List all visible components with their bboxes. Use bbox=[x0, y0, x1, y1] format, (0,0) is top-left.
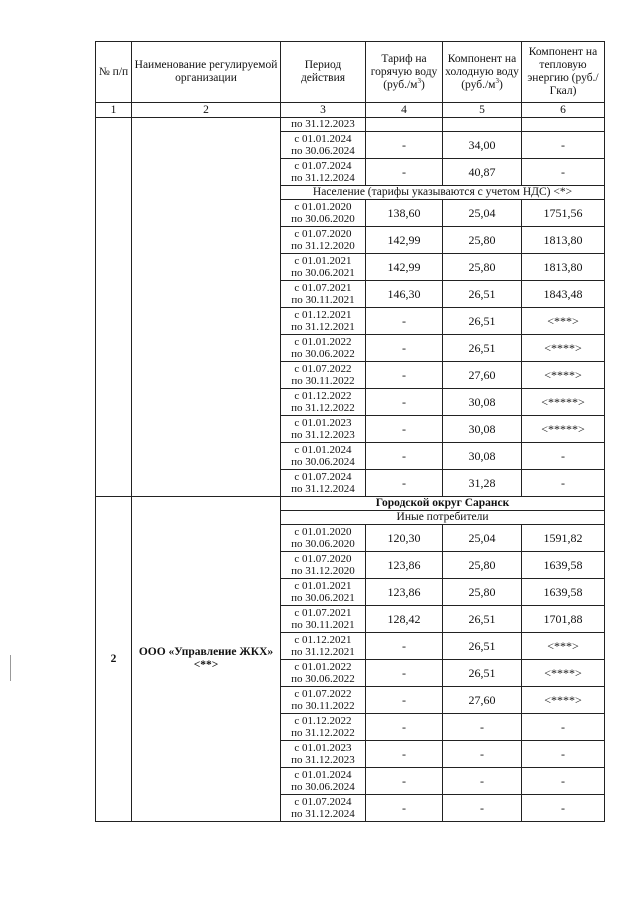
period-end: по 30.11.2022 bbox=[291, 375, 355, 387]
heat-cell bbox=[522, 118, 605, 132]
period-cell bbox=[281, 606, 366, 633]
hot-water-cell: 138,60 bbox=[366, 200, 443, 227]
period-end: по 31.12.2023 bbox=[291, 429, 355, 441]
period-start: с 01.07.2021 bbox=[294, 606, 352, 619]
cold-water-cell: 25,04 bbox=[443, 525, 522, 552]
hot-water-cell: - bbox=[366, 335, 443, 362]
header-number: № п/п bbox=[96, 42, 132, 103]
period-end: по 30.06.2021 bbox=[291, 267, 355, 279]
period-end: по 30.06.2024 bbox=[291, 781, 355, 793]
period-cell bbox=[281, 389, 366, 416]
cold-water-cell: 25,04 bbox=[443, 200, 522, 227]
period-end: по 30.06.2020 bbox=[291, 538, 355, 550]
hot-water-cell: - bbox=[366, 714, 443, 741]
hot-water-cell: - bbox=[366, 416, 443, 443]
column-number: 1 bbox=[96, 103, 132, 118]
heat-cell: 1701,88 bbox=[522, 606, 605, 633]
period-cell bbox=[281, 741, 366, 768]
heat-cell: 1843,48 bbox=[522, 281, 605, 308]
cold-water-cell: - bbox=[443, 714, 522, 741]
header-hot-water-tariff bbox=[366, 42, 443, 103]
hot-water-cell: - bbox=[366, 795, 443, 822]
column-number-row bbox=[96, 103, 605, 118]
cold-water-cell: 25,80 bbox=[443, 227, 522, 254]
cold-water-cell: 26,51 bbox=[443, 335, 522, 362]
cold-water-cell: 26,51 bbox=[443, 633, 522, 660]
header-heat-label: Компонент на тепловую энергию bbox=[527, 46, 598, 84]
period-start: с 01.07.2020 bbox=[294, 552, 352, 565]
period-cell bbox=[281, 714, 366, 741]
hot-water-cell: - bbox=[366, 132, 443, 159]
cold-water-cell: 27,60 bbox=[443, 687, 522, 714]
period-end: по 31.12.2022 bbox=[291, 727, 355, 739]
period-start: с 01.12.2021 bbox=[294, 633, 352, 646]
header-cold-water-unit: $(руб./м^3)$ bbox=[461, 76, 503, 91]
period-end: по 30.06.2021 bbox=[291, 592, 355, 604]
heat-cell: 1751,56 bbox=[522, 200, 605, 227]
heat-cell: - bbox=[522, 159, 605, 186]
period-end: по 31.12.2024 bbox=[291, 483, 355, 495]
period-cell bbox=[281, 579, 366, 606]
cold-water-cell: 26,51 bbox=[443, 606, 522, 633]
consumer-group-heading: Население (тарифы указываются с учетом НДС) <*> bbox=[281, 186, 605, 200]
period-cell bbox=[281, 335, 366, 362]
period-cell bbox=[281, 525, 366, 552]
period-cell bbox=[281, 281, 366, 308]
heat-cell: - bbox=[522, 768, 605, 795]
heat-cell: <****> bbox=[522, 660, 605, 687]
hot-water-cell: - bbox=[366, 389, 443, 416]
header-heat-unit: (руб./Гкал) bbox=[549, 72, 599, 97]
consumer-group-heading: Иные потребители bbox=[281, 511, 605, 525]
period-start: с 01.12.2022 bbox=[294, 389, 352, 402]
period-cell bbox=[281, 159, 366, 186]
cold-water-cell: 27,60 bbox=[443, 362, 522, 389]
district-heading-row bbox=[96, 497, 605, 511]
header-cold-water-label: Компонент на холодную воду bbox=[445, 52, 519, 78]
cold-water-cell: 25,80 bbox=[443, 254, 522, 281]
period-end: по 31.12.2021 bbox=[291, 646, 355, 658]
hot-water-cell: - bbox=[366, 470, 443, 497]
hot-water-cell: - bbox=[366, 741, 443, 768]
hot-water-cell: - bbox=[366, 687, 443, 714]
cold-water-cell: - bbox=[443, 768, 522, 795]
period-end: по 31.12.2022 bbox=[291, 402, 355, 414]
block2-number-cell: 2 bbox=[96, 497, 132, 822]
heat-cell: - bbox=[522, 470, 605, 497]
period-cell bbox=[281, 660, 366, 687]
header-row bbox=[96, 42, 605, 103]
hot-water-cell: 142,99 bbox=[366, 254, 443, 281]
heat-cell: 1813,80 bbox=[522, 254, 605, 281]
period-cell bbox=[281, 768, 366, 795]
period-end: по 30.06.2024 bbox=[291, 145, 355, 157]
period-start: с 01.01.2022 bbox=[294, 660, 352, 673]
period-start: с 01.12.2021 bbox=[294, 308, 352, 321]
margin-mark bbox=[10, 655, 11, 681]
column-number: 3 bbox=[281, 103, 366, 118]
heat-cell: - bbox=[522, 795, 605, 822]
tariff-table bbox=[95, 41, 605, 822]
heat-cell: 1639,58 bbox=[522, 579, 605, 606]
period-start: с 01.07.2024 bbox=[294, 470, 352, 483]
header-hot-water-unit: $(руб./м^3)$ bbox=[383, 76, 425, 91]
period-cell bbox=[281, 552, 366, 579]
period-end: по 30.06.2024 bbox=[291, 456, 355, 468]
period-start: с 01.01.2024 bbox=[294, 768, 352, 781]
hot-water-cell: 128,42 bbox=[366, 606, 443, 633]
cold-water-cell: 34,00 bbox=[443, 132, 522, 159]
hot-water-cell: 123,86 bbox=[366, 552, 443, 579]
period-start: с 01.01.2024 bbox=[294, 132, 352, 145]
heat-cell: <***> bbox=[522, 633, 605, 660]
cold-water-cell: 30,08 bbox=[443, 389, 522, 416]
district-heading: Городской округ Саранск bbox=[281, 497, 605, 511]
cold-water-cell: - bbox=[443, 795, 522, 822]
heat-cell: <****> bbox=[522, 687, 605, 714]
column-number: 4 bbox=[366, 103, 443, 118]
period-cell bbox=[281, 362, 366, 389]
period-end: по 30.11.2022 bbox=[291, 700, 355, 712]
cold-water-cell: 25,80 bbox=[443, 579, 522, 606]
period-cell bbox=[281, 795, 366, 822]
period-cell bbox=[281, 443, 366, 470]
period-cell bbox=[281, 470, 366, 497]
hot-water-cell bbox=[366, 118, 443, 132]
header-heat-energy-component bbox=[522, 42, 605, 103]
hot-water-cell: - bbox=[366, 362, 443, 389]
heat-cell: - bbox=[522, 714, 605, 741]
period-start: с 01.01.2020 bbox=[294, 200, 352, 213]
cold-water-cell: 25,80 bbox=[443, 552, 522, 579]
period-cell bbox=[281, 227, 366, 254]
cold-water-cell: 30,08 bbox=[443, 416, 522, 443]
hot-water-cell: - bbox=[366, 660, 443, 687]
hot-water-cell: 146,30 bbox=[366, 281, 443, 308]
block1-number-cell bbox=[96, 118, 132, 497]
cold-water-cell: - bbox=[443, 741, 522, 768]
hot-water-cell: 142,99 bbox=[366, 227, 443, 254]
heat-cell: - bbox=[522, 443, 605, 470]
period-cell bbox=[281, 416, 366, 443]
period-start: с 01.07.2024 bbox=[294, 159, 352, 172]
period-cell bbox=[281, 132, 366, 159]
heat-cell: <*****> bbox=[522, 389, 605, 416]
period-cell bbox=[281, 308, 366, 335]
period-start: с 01.07.2022 bbox=[294, 362, 352, 375]
hot-water-cell: - bbox=[366, 768, 443, 795]
period-start: с 01.01.2023 bbox=[294, 416, 352, 429]
period-end: по 30.06.2020 bbox=[291, 213, 355, 225]
heat-cell: <*****> bbox=[522, 416, 605, 443]
block2-organization-cell: ООО «Управление ЖКХ» <**> bbox=[132, 497, 281, 822]
column-number: 6 bbox=[522, 103, 605, 118]
period-cell bbox=[281, 687, 366, 714]
period-start: с 01.01.2023 bbox=[294, 741, 352, 754]
period-start: с 01.07.2024 bbox=[294, 795, 352, 808]
heat-cell: <****> bbox=[522, 362, 605, 389]
period-start: с 01.01.2022 bbox=[294, 335, 352, 348]
heat-cell: <***> bbox=[522, 308, 605, 335]
hot-water-cell: - bbox=[366, 633, 443, 660]
block1-organization-cell bbox=[132, 118, 281, 497]
cold-water-cell: 26,51 bbox=[443, 660, 522, 687]
header-hot-water-label: Тариф на горячую воду bbox=[370, 52, 438, 78]
period-start: с 01.01.2021 bbox=[294, 579, 352, 592]
period-end: по 31.12.2021 bbox=[291, 321, 355, 333]
cold-water-cell: 40,87 bbox=[443, 159, 522, 186]
period-start: с 01.12.2022 bbox=[294, 714, 352, 727]
hot-water-cell: 120,30 bbox=[366, 525, 443, 552]
hot-water-cell: - bbox=[366, 308, 443, 335]
heat-cell: - bbox=[522, 132, 605, 159]
cold-water-cell: 26,51 bbox=[443, 308, 522, 335]
heat-cell: - bbox=[522, 741, 605, 768]
period-end: по 30.11.2021 bbox=[291, 619, 355, 631]
period-end: по 30.11.2021 bbox=[291, 294, 355, 306]
column-number: 2 bbox=[132, 103, 281, 118]
cold-water-cell bbox=[443, 118, 522, 132]
period-end: по 31.12.2024 bbox=[291, 808, 355, 820]
period-end: по 31.12.2024 bbox=[291, 172, 355, 184]
period-start: с 01.07.2021 bbox=[294, 281, 352, 294]
period-end: по 31.12.2023 bbox=[291, 754, 355, 766]
period-end: по 31.12.2020 bbox=[291, 565, 355, 577]
period-end: по 30.06.2022 bbox=[291, 673, 355, 685]
period-start: с 01.01.2020 bbox=[294, 525, 352, 538]
column-number: 5 bbox=[443, 103, 522, 118]
period-start: с 01.07.2020 bbox=[294, 227, 352, 240]
hot-water-cell: - bbox=[366, 159, 443, 186]
period-cell bbox=[281, 200, 366, 227]
period-end: по 31.12.2020 bbox=[291, 240, 355, 252]
period-end: по 30.06.2022 bbox=[291, 348, 355, 360]
heat-cell: <****> bbox=[522, 335, 605, 362]
period-cell bbox=[281, 254, 366, 281]
header-period: Период действия bbox=[281, 42, 366, 103]
period-start: с 01.07.2022 bbox=[294, 687, 352, 700]
heat-cell: 1639,58 bbox=[522, 552, 605, 579]
cold-water-cell: 30,08 bbox=[443, 443, 522, 470]
heat-cell: 1591,82 bbox=[522, 525, 605, 552]
period-cell: по 31.12.2023 bbox=[281, 118, 366, 132]
header-cold-water-component bbox=[443, 42, 522, 103]
table-row bbox=[96, 118, 605, 132]
hot-water-cell: - bbox=[366, 443, 443, 470]
period-start: с 01.01.2021 bbox=[294, 254, 352, 267]
hot-water-cell: 123,86 bbox=[366, 579, 443, 606]
cold-water-cell: 31,28 bbox=[443, 470, 522, 497]
period-start: с 01.01.2024 bbox=[294, 443, 352, 456]
header-organization: Наименование регулируемой организации bbox=[132, 42, 281, 103]
period-cell bbox=[281, 633, 366, 660]
cold-water-cell: 26,51 bbox=[443, 281, 522, 308]
heat-cell: 1813,80 bbox=[522, 227, 605, 254]
